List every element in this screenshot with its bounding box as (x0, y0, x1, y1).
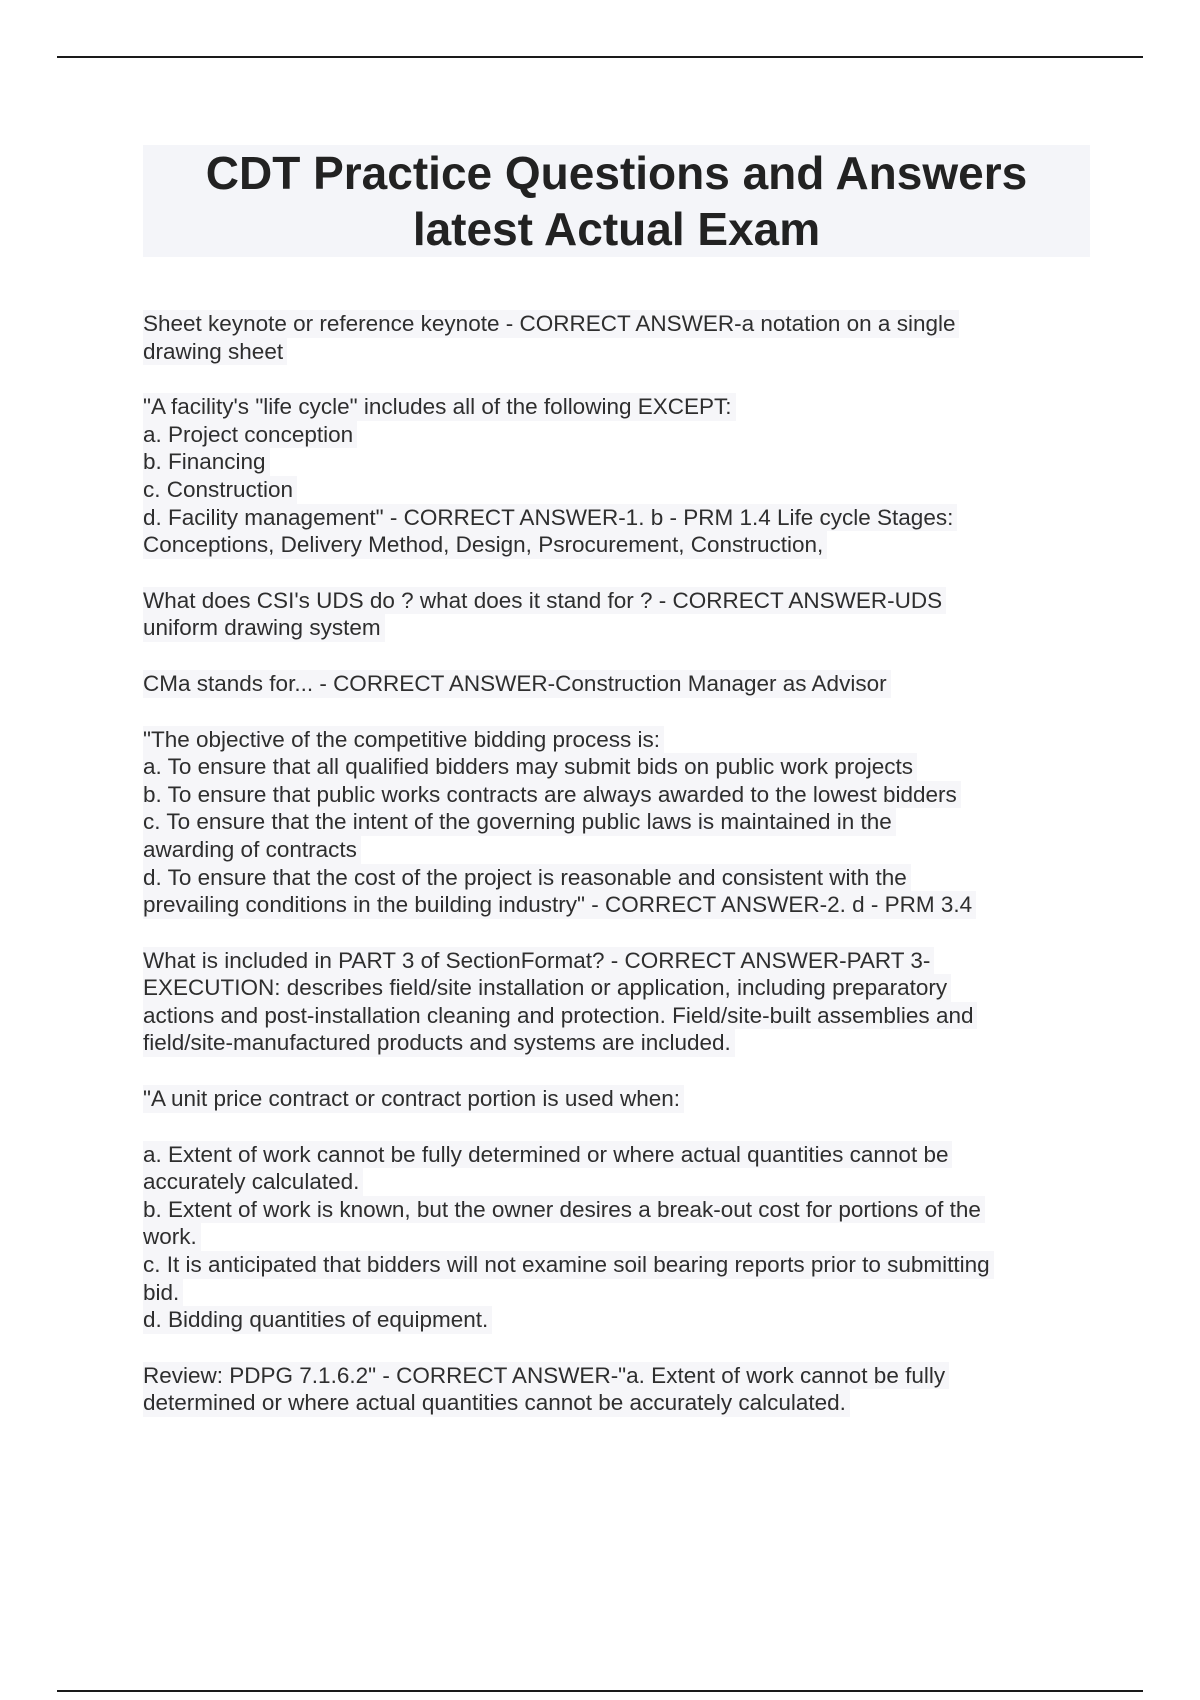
text-line: Conceptions, Delivery Method, Design, Psrocurement, Construction, (143, 531, 827, 559)
top-rule (57, 56, 1143, 58)
text-line: b. Financing (143, 448, 270, 476)
qa-block (143, 393, 1063, 559)
text-line: awarding of contracts (143, 836, 361, 864)
text-line: a. Project conception (143, 421, 357, 449)
text-line: Sheet keynote or reference keynote - CORRECT ANSWER-a notation on a single (143, 310, 959, 338)
text-line: "The objective of the competitive bidding process is: (143, 726, 664, 754)
bottom-rule (57, 1690, 1143, 1692)
text-line: d. To ensure that the cost of the project is reasonable and consistent with the (143, 864, 911, 892)
text-line: accurately calculated. (143, 1168, 363, 1196)
qa-block (143, 1085, 1063, 1113)
qa-block (143, 947, 1063, 1057)
text-line: actions and post-installation cleaning and protection. Field/site-built assemblies and (143, 1002, 977, 1030)
text-line: "A unit price contract or contract portion is used when: (143, 1085, 684, 1113)
text-line: CMa stands for... - CORRECT ANSWER-Construction Manager as Advisor (143, 670, 891, 698)
text-line: d. Bidding quantities of equipment. (143, 1306, 492, 1334)
text-line: b. To ensure that public works contracts are always awarded to the lowest bidders (143, 781, 961, 809)
document-title (206, 145, 1027, 257)
text-line: c. Construction (143, 476, 297, 504)
title-line-2: latest Actual Exam (412, 203, 821, 255)
text-line: determined or where actual quantities cannot be accurately calculated. (143, 1389, 850, 1417)
text-line: work. (143, 1223, 201, 1251)
qa-block (143, 1362, 1063, 1417)
text-line: Review: PDPG 7.1.6.2" - CORRECT ANSWER-"a. Extent of work cannot be fully (143, 1362, 949, 1390)
text-line: uniform drawing system (143, 614, 385, 642)
text-line: c. It is anticipated that bidders will not examine soil bearing reports prior to submitting (143, 1251, 994, 1279)
text-line: bid. (143, 1279, 183, 1307)
qa-block (143, 1141, 1063, 1334)
qa-block (143, 670, 1063, 698)
text-line: drawing sheet (143, 338, 287, 366)
document-body (143, 310, 1063, 1417)
text-line: a. To ensure that all qualified bidders may submit bids on public work projects (143, 753, 917, 781)
qa-block (143, 310, 1063, 365)
text-line: d. Facility management" - CORRECT ANSWER-1. b - PRM 1.4 Life cycle Stages: (143, 504, 957, 532)
text-line: field/site-manufactured products and systems are included. (143, 1029, 735, 1057)
qa-block (143, 587, 1063, 642)
qa-block (143, 726, 1063, 919)
text-line: c. To ensure that the intent of the governing public laws is maintained in the (143, 808, 896, 836)
text-line: "A facility's "life cycle" includes all of the following EXCEPT: (143, 393, 736, 421)
text-line: b. Extent of work is known, but the owner desires a break-out cost for portions of the (143, 1196, 985, 1224)
text-line: a. Extent of work cannot be fully determined or where actual quantities cannot be (143, 1141, 952, 1169)
text-line: What is included in PART 3 of SectionFormat? - CORRECT ANSWER-PART 3- (143, 947, 934, 975)
title-line-1: CDT Practice Questions and Answers (205, 147, 1028, 199)
title-box (143, 145, 1090, 257)
text-line: EXECUTION: describes field/site installation or application, including preparatory (143, 974, 951, 1002)
text-line: prevailing conditions in the building industry" - CORRECT ANSWER-2. d - PRM 3.4 (143, 891, 976, 919)
text-line: What does CSI's UDS do ? what does it stand for ? - CORRECT ANSWER-UDS (143, 587, 946, 615)
